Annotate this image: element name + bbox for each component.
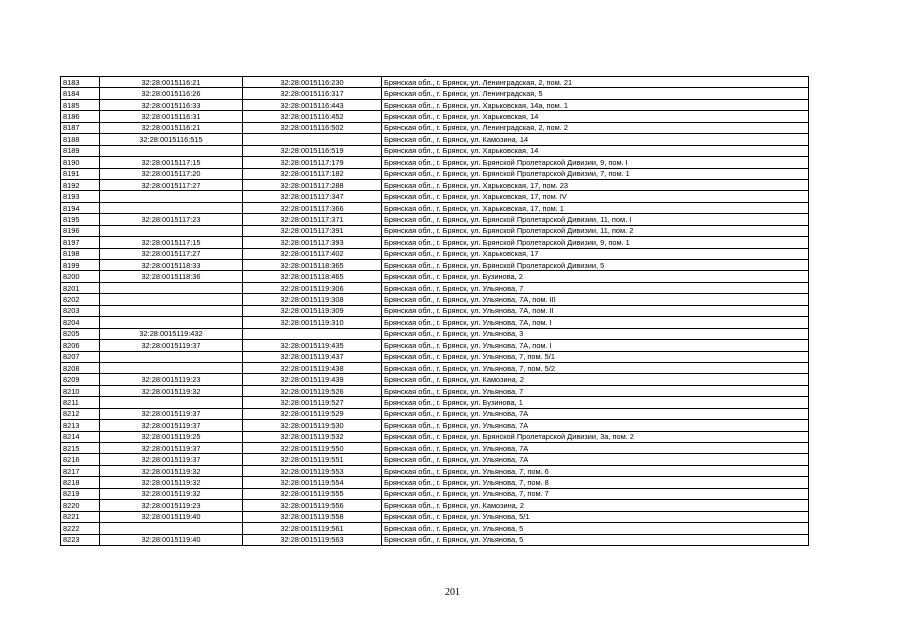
- table-row: [61, 294, 809, 305]
- cadastral-number-cell: 32:28:0015119:37: [100, 443, 243, 454]
- cadastral-number-cell: 32:28:0015116:21: [100, 122, 243, 133]
- object-cadastral-number-cell: 32:28:0015117:182: [243, 168, 382, 179]
- row-number-cell: 8200: [61, 271, 100, 282]
- table-row: [61, 248, 809, 259]
- address-cell: Брянская обл., г. Брянск, ул. Харьковская, 14: [382, 111, 809, 122]
- row-number-cell: 8195: [61, 214, 100, 225]
- object-cadastral-number-cell: 32:28:0015119:527: [243, 397, 382, 408]
- object-cadastral-number-cell: 32:28:0015118:465: [243, 271, 382, 282]
- table-row: [61, 351, 809, 362]
- cadastral-number-cell: 32:28:0015119:32: [100, 465, 243, 476]
- address-cell: Брянская обл., г. Брянск, ул. Ленинградская, 2, пом. 21: [382, 77, 809, 88]
- row-number-cell: 8186: [61, 111, 100, 122]
- address-cell: Брянская обл., г. Брянск, ул. Харьковская, 17, пом. IV: [382, 191, 809, 202]
- table-row: [61, 179, 809, 190]
- cadastral-number-cell: 32:28:0015116:26: [100, 88, 243, 99]
- cadastral-number-cell: 32:28:0015116:31: [100, 111, 243, 122]
- row-number-cell: 8198: [61, 248, 100, 259]
- address-cell: Брянская обл., г. Брянск, ул. Ульянова, 7, пом. 8: [382, 477, 809, 488]
- table-row: [61, 340, 809, 351]
- table-row: [61, 443, 809, 454]
- cadastral-number-cell: [100, 191, 243, 202]
- address-cell: Брянская обл., г. Брянск, ул. Ульянова, 7: [382, 385, 809, 396]
- cadastral-number-cell: [100, 294, 243, 305]
- table-row: [61, 145, 809, 156]
- object-cadastral-number-cell: 32:28:0015117:371: [243, 214, 382, 225]
- row-number-cell: 8213: [61, 420, 100, 431]
- cadastral-number-cell: [100, 523, 243, 534]
- table-row: [61, 191, 809, 202]
- table-row: [61, 88, 809, 99]
- cadastral-number-cell: [100, 202, 243, 213]
- object-cadastral-number-cell: 32:28:0015119:526: [243, 385, 382, 396]
- cadastral-number-cell: [100, 145, 243, 156]
- address-cell: Брянская обл., г. Брянск, ул. Брянской Пролетарской Дивизии, 11, пом. 2: [382, 225, 809, 236]
- cadastral-number-cell: 32:28:0015119:40: [100, 511, 243, 522]
- object-cadastral-number-cell: 32:28:0015117:179: [243, 157, 382, 168]
- object-cadastral-number-cell: 32:28:0015117:288: [243, 179, 382, 190]
- row-number-cell: 8223: [61, 534, 100, 545]
- address-cell: Брянская обл., г. Брянск, ул. Ульянова, 7А, пом. III: [382, 294, 809, 305]
- table-row: [61, 122, 809, 133]
- table-row: [61, 500, 809, 511]
- table-row: [61, 420, 809, 431]
- object-cadastral-number-cell: 32:28:0015119:550: [243, 443, 382, 454]
- object-cadastral-number-cell: 32:28:0015119:530: [243, 420, 382, 431]
- cadastral-number-cell: 32:28:0015117:23: [100, 214, 243, 225]
- cadastral-number-cell: [100, 397, 243, 408]
- address-cell: Брянская обл., г. Брянск, ул. Ульянова, 7, пом. 5/2: [382, 362, 809, 373]
- cadastral-number-cell: 32:28:0015119:32: [100, 488, 243, 499]
- table-row: [61, 237, 809, 248]
- address-cell: Брянская обл., г. Брянск, ул. Камозина, 14: [382, 134, 809, 145]
- address-cell: Брянская обл., г. Брянск, ул. Брянской Пролетарской Дивизии, 3а, пом. 2: [382, 431, 809, 442]
- object-cadastral-number-cell: 32:28:0015117:393: [243, 237, 382, 248]
- row-number-cell: 8214: [61, 431, 100, 442]
- address-cell: Брянская обл., г. Брянск, ул. Камозина, 2: [382, 500, 809, 511]
- row-number-cell: 8221: [61, 511, 100, 522]
- cadastral-number-cell: 32:28:0015117:20: [100, 168, 243, 179]
- cadastral-number-cell: 32:28:0015119:25: [100, 431, 243, 442]
- cadastral-number-cell: 32:28:0015117:27: [100, 179, 243, 190]
- row-number-cell: 8199: [61, 260, 100, 271]
- table-row: [61, 271, 809, 282]
- address-cell: Брянская обл., г. Брянск, ул. Ленинградская, 2, пом. 2: [382, 122, 809, 133]
- row-number-cell: 8210: [61, 385, 100, 396]
- row-number-cell: 8192: [61, 179, 100, 190]
- table-row: [61, 168, 809, 179]
- cadastral-number-cell: [100, 282, 243, 293]
- address-cell: Брянская обл., г. Брянск, ул. Брянской Пролетарской Дивизии, 7, пом. 1: [382, 168, 809, 179]
- table-row: [61, 534, 809, 545]
- address-cell: Брянская обл., г. Брянск, ул. Ульянова, 7: [382, 282, 809, 293]
- table-row: [61, 282, 809, 293]
- table-row: [61, 225, 809, 236]
- table-row: [61, 431, 809, 442]
- row-number-cell: 8197: [61, 237, 100, 248]
- registry-table: [60, 76, 809, 546]
- object-cadastral-number-cell: 32:28:0015119:554: [243, 477, 382, 488]
- row-number-cell: 8184: [61, 88, 100, 99]
- address-cell: Брянская обл., г. Брянск, ул. Бузинова, 2: [382, 271, 809, 282]
- row-number-cell: 8220: [61, 500, 100, 511]
- cadastral-number-cell: 32:28:0015119:37: [100, 454, 243, 465]
- address-cell: Брянская обл., г. Брянск, ул. Харьковская, 14а, пом. 1: [382, 99, 809, 110]
- row-number-cell: 8205: [61, 328, 100, 339]
- table-row: [61, 374, 809, 385]
- address-cell: Брянская обл., г. Брянск, ул. Ульянова, 3: [382, 328, 809, 339]
- cadastral-number-cell: [100, 305, 243, 316]
- address-cell: Брянская обл., г. Брянск, ул. Ульянова, 7, пом. 7: [382, 488, 809, 499]
- object-cadastral-number-cell: 32:28:0015116:519: [243, 145, 382, 156]
- address-cell: Брянская обл., г. Брянск, ул. Брянской Пролетарской Дивизии, 5: [382, 260, 809, 271]
- row-number-cell: 8219: [61, 488, 100, 499]
- object-cadastral-number-cell: 32:28:0015118:365: [243, 260, 382, 271]
- row-number-cell: 8196: [61, 225, 100, 236]
- object-cadastral-number-cell: 32:28:0015117:366: [243, 202, 382, 213]
- cadastral-number-cell: 32:28:0015119:23: [100, 500, 243, 511]
- address-cell: Брянская обл., г. Брянск, ул. Ульянова, 7А: [382, 454, 809, 465]
- table-row: [61, 305, 809, 316]
- cadastral-number-cell: 32:28:0015119:40: [100, 534, 243, 545]
- table-row: [61, 465, 809, 476]
- object-cadastral-number-cell: 32:28:0015117:402: [243, 248, 382, 259]
- object-cadastral-number-cell: 32:28:0015119:556: [243, 500, 382, 511]
- object-cadastral-number-cell: 32:28:0015116:443: [243, 99, 382, 110]
- table-row: [61, 523, 809, 534]
- object-cadastral-number-cell: 32:28:0015119:438: [243, 362, 382, 373]
- object-cadastral-number-cell: 32:28:0015119:439: [243, 374, 382, 385]
- object-cadastral-number-cell: 32:28:0015116:317: [243, 88, 382, 99]
- table-row: [61, 260, 809, 271]
- object-cadastral-number-cell: 32:28:0015117:391: [243, 225, 382, 236]
- table-row: [61, 111, 809, 122]
- address-cell: Брянская обл., г. Брянск, ул. Ульянова, 7А, пом. I: [382, 340, 809, 351]
- registry-table-body: [61, 77, 809, 546]
- object-cadastral-number-cell: 32:28:0015119:553: [243, 465, 382, 476]
- cadastral-number-cell: 32:28:0015119:32: [100, 385, 243, 396]
- row-number-cell: 8215: [61, 443, 100, 454]
- address-cell: Брянская обл., г. Брянск, ул. Ленинградская, 5: [382, 88, 809, 99]
- cadastral-number-cell: 32:28:0015119:37: [100, 340, 243, 351]
- table-row: [61, 317, 809, 328]
- row-number-cell: 8209: [61, 374, 100, 385]
- object-cadastral-number-cell: 32:28:0015119:555: [243, 488, 382, 499]
- object-cadastral-number-cell: 32:28:0015116:502: [243, 122, 382, 133]
- object-cadastral-number-cell: 32:28:0015119:532: [243, 431, 382, 442]
- object-cadastral-number-cell: 32:28:0015119:437: [243, 351, 382, 362]
- row-number-cell: 8206: [61, 340, 100, 351]
- object-cadastral-number-cell: 32:28:0015119:310: [243, 317, 382, 328]
- address-cell: Брянская обл., г. Брянск, ул. Харьковская, 14: [382, 145, 809, 156]
- object-cadastral-number-cell: 32:28:0015119:529: [243, 408, 382, 419]
- object-cadastral-number-cell: 32:28:0015119:306: [243, 282, 382, 293]
- row-number-cell: 8188: [61, 134, 100, 145]
- row-number-cell: 8183: [61, 77, 100, 88]
- cadastral-number-cell: 32:28:0015116:21: [100, 77, 243, 88]
- address-cell: Брянская обл., г. Брянск, ул. Харьковская, 17, пом. 23: [382, 179, 809, 190]
- cadastral-number-cell: [100, 317, 243, 328]
- cadastral-number-cell: 32:28:0015118:36: [100, 271, 243, 282]
- object-cadastral-number-cell: 32:28:0015117:347: [243, 191, 382, 202]
- address-cell: Брянская обл., г. Брянск, ул. Ульянова, 7А, пом. II: [382, 305, 809, 316]
- object-cadastral-number-cell: 32:28:0015119:309: [243, 305, 382, 316]
- cadastral-number-cell: 32:28:0015119:37: [100, 420, 243, 431]
- row-number-cell: 8193: [61, 191, 100, 202]
- object-cadastral-number-cell: 32:28:0015119:558: [243, 511, 382, 522]
- row-number-cell: 8191: [61, 168, 100, 179]
- address-cell: Брянская обл., г. Брянск, ул. Ульянова, 7А: [382, 408, 809, 419]
- cadastral-number-cell: 32:28:0015118:33: [100, 260, 243, 271]
- address-cell: Брянская обл., г. Брянск, ул. Харьковская, 17, пом. 1: [382, 202, 809, 213]
- cadastral-number-cell: 32:28:0015116:33: [100, 99, 243, 110]
- object-cadastral-number-cell: 32:28:0015119:308: [243, 294, 382, 305]
- row-number-cell: 8211: [61, 397, 100, 408]
- row-number-cell: 8202: [61, 294, 100, 305]
- row-number-cell: 8218: [61, 477, 100, 488]
- cadastral-number-cell: 32:28:0015119:37: [100, 408, 243, 419]
- object-cadastral-number-cell: 32:28:0015119:435: [243, 340, 382, 351]
- address-cell: Брянская обл., г. Брянск, ул. Брянской Пролетарской Дивизии, 9, пом. 1: [382, 237, 809, 248]
- cadastral-number-cell: 32:28:0015119:432: [100, 328, 243, 339]
- row-number-cell: 8208: [61, 362, 100, 373]
- address-cell: Брянская обл., г. Брянск, ул. Ульянова, 7А: [382, 443, 809, 454]
- table-row: [61, 454, 809, 465]
- cadastral-number-cell: 32:28:0015117:27: [100, 248, 243, 259]
- row-number-cell: 8204: [61, 317, 100, 328]
- table-row: [61, 385, 809, 396]
- table-row: [61, 397, 809, 408]
- address-cell: Брянская обл., г. Брянск, ул. Ульянова, 5: [382, 523, 809, 534]
- address-cell: Брянская обл., г. Брянск, ул. Харьковская, 17: [382, 248, 809, 259]
- table-row: [61, 134, 809, 145]
- cadastral-number-cell: 32:28:0015119:32: [100, 477, 243, 488]
- cadastral-number-cell: 32:28:0015117:15: [100, 237, 243, 248]
- address-cell: Брянская обл., г. Брянск, ул. Ульянова, 7, пом. 6: [382, 465, 809, 476]
- table-row: [61, 157, 809, 168]
- cadastral-number-cell: 32:28:0015116:515: [100, 134, 243, 145]
- object-cadastral-number-cell: 32:28:0015119:561: [243, 523, 382, 534]
- table-row: [61, 511, 809, 522]
- table-row: [61, 214, 809, 225]
- table-row: [61, 408, 809, 419]
- object-cadastral-number-cell: [243, 134, 382, 145]
- row-number-cell: 8190: [61, 157, 100, 168]
- cadastral-number-cell: [100, 362, 243, 373]
- row-number-cell: 8189: [61, 145, 100, 156]
- address-cell: Брянская обл., г. Брянск, ул. Ульянова, 7А, пом. I: [382, 317, 809, 328]
- row-number-cell: 8217: [61, 465, 100, 476]
- row-number-cell: 8203: [61, 305, 100, 316]
- address-cell: Брянская обл., г. Брянск, ул. Камозина, 2: [382, 374, 809, 385]
- cadastral-number-cell: 32:28:0015117:15: [100, 157, 243, 168]
- object-cadastral-number-cell: 32:28:0015116:230: [243, 77, 382, 88]
- address-cell: Брянская обл., г. Брянск, ул. Ульянова, 7, пом. 5/1: [382, 351, 809, 362]
- object-cadastral-number-cell: 32:28:0015119:563: [243, 534, 382, 545]
- row-number-cell: 8216: [61, 454, 100, 465]
- address-cell: Брянская обл., г. Брянск, ул. Брянской Пролетарской Дивизии, 11, пом. I: [382, 214, 809, 225]
- address-cell: Брянская обл., г. Брянск, ул. Ульянова, 5/1: [382, 511, 809, 522]
- row-number-cell: 8222: [61, 523, 100, 534]
- table-row: [61, 202, 809, 213]
- row-number-cell: 8187: [61, 122, 100, 133]
- table-row: [61, 477, 809, 488]
- object-cadastral-number-cell: 32:28:0015119:551: [243, 454, 382, 465]
- object-cadastral-number-cell: [243, 328, 382, 339]
- table-row: [61, 328, 809, 339]
- cadastral-number-cell: 32:28:0015119:23: [100, 374, 243, 385]
- address-cell: Брянская обл., г. Брянск, ул. Брянской Пролетарской Дивизии, 9, пом. I: [382, 157, 809, 168]
- table-row: [61, 99, 809, 110]
- cadastral-number-cell: [100, 225, 243, 236]
- table-row: [61, 488, 809, 499]
- row-number-cell: 8207: [61, 351, 100, 362]
- row-number-cell: 8194: [61, 202, 100, 213]
- page-number: 201: [445, 587, 460, 598]
- cadastral-number-cell: [100, 351, 243, 362]
- table-row: [61, 362, 809, 373]
- object-cadastral-number-cell: 32:28:0015116:452: [243, 111, 382, 122]
- row-number-cell: 8212: [61, 408, 100, 419]
- row-number-cell: 8201: [61, 282, 100, 293]
- address-cell: Брянская обл., г. Брянск, ул. Ульянова, 5: [382, 534, 809, 545]
- row-number-cell: 8185: [61, 99, 100, 110]
- address-cell: Брянская обл., г. Брянск, ул. Ульянова, 7А: [382, 420, 809, 431]
- address-cell: Брянская обл., г. Брянск, ул. Бузинова, 1: [382, 397, 809, 408]
- table-row: [61, 77, 809, 88]
